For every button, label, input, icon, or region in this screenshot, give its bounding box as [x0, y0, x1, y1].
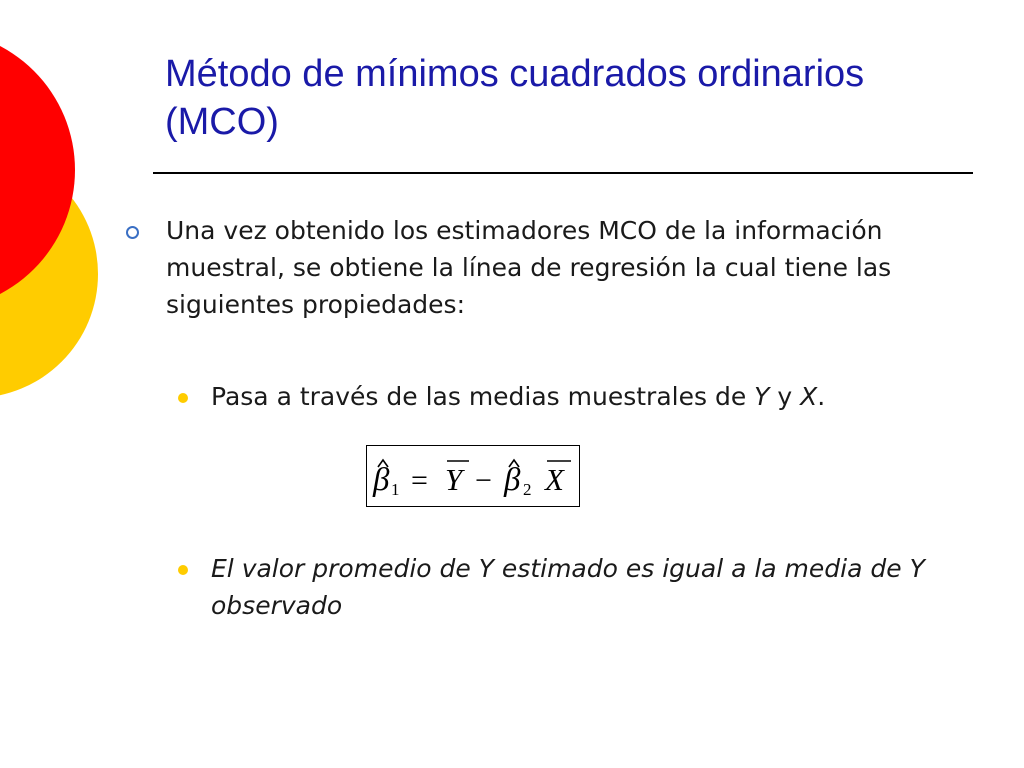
formula-equals: =	[411, 464, 428, 497]
yellow-dot-bullet-icon	[178, 393, 188, 403]
sub-bullet-1-prefix: Pasa a través de las medias muestrales de	[211, 382, 755, 411]
sub-bullet-1-mid: y	[769, 382, 801, 411]
title-divider	[153, 172, 973, 174]
formula-subscript-1: 1	[391, 480, 400, 499]
formula-minus: −	[475, 464, 492, 497]
formula-y: Y	[445, 462, 463, 497]
ring-bullet-icon	[126, 226, 139, 239]
yellow-dot-bullet-icon	[178, 565, 188, 575]
formula-subscript-2: 2	[523, 480, 532, 499]
formula-beta-2: β	[504, 462, 521, 498]
sub-bullet-1-suffix: .	[817, 382, 826, 411]
formula-svg	[367, 446, 579, 506]
formula-x: X	[545, 462, 564, 497]
sub-bullet-1-var-x: X	[800, 382, 818, 411]
sub-bullet-1-var-y: Y	[754, 382, 770, 411]
main-bullet-text: Una vez obtenido los estimadores MCO de la información muestral, se obtiene la línea de regresión la cual tiene las siguientes propiedades:	[166, 216, 892, 319]
slide-title: Método de mínimos cuadrados ordinarios (MCO)	[165, 53, 865, 143]
sub-bullet-2-text: El valor promedio de Y estimado es igual a la media de Y observado	[211, 554, 925, 620]
sub-bullet-1-text	[211, 378, 971, 415]
formula-beta-1: β	[373, 462, 390, 498]
formula-box	[366, 445, 580, 507]
